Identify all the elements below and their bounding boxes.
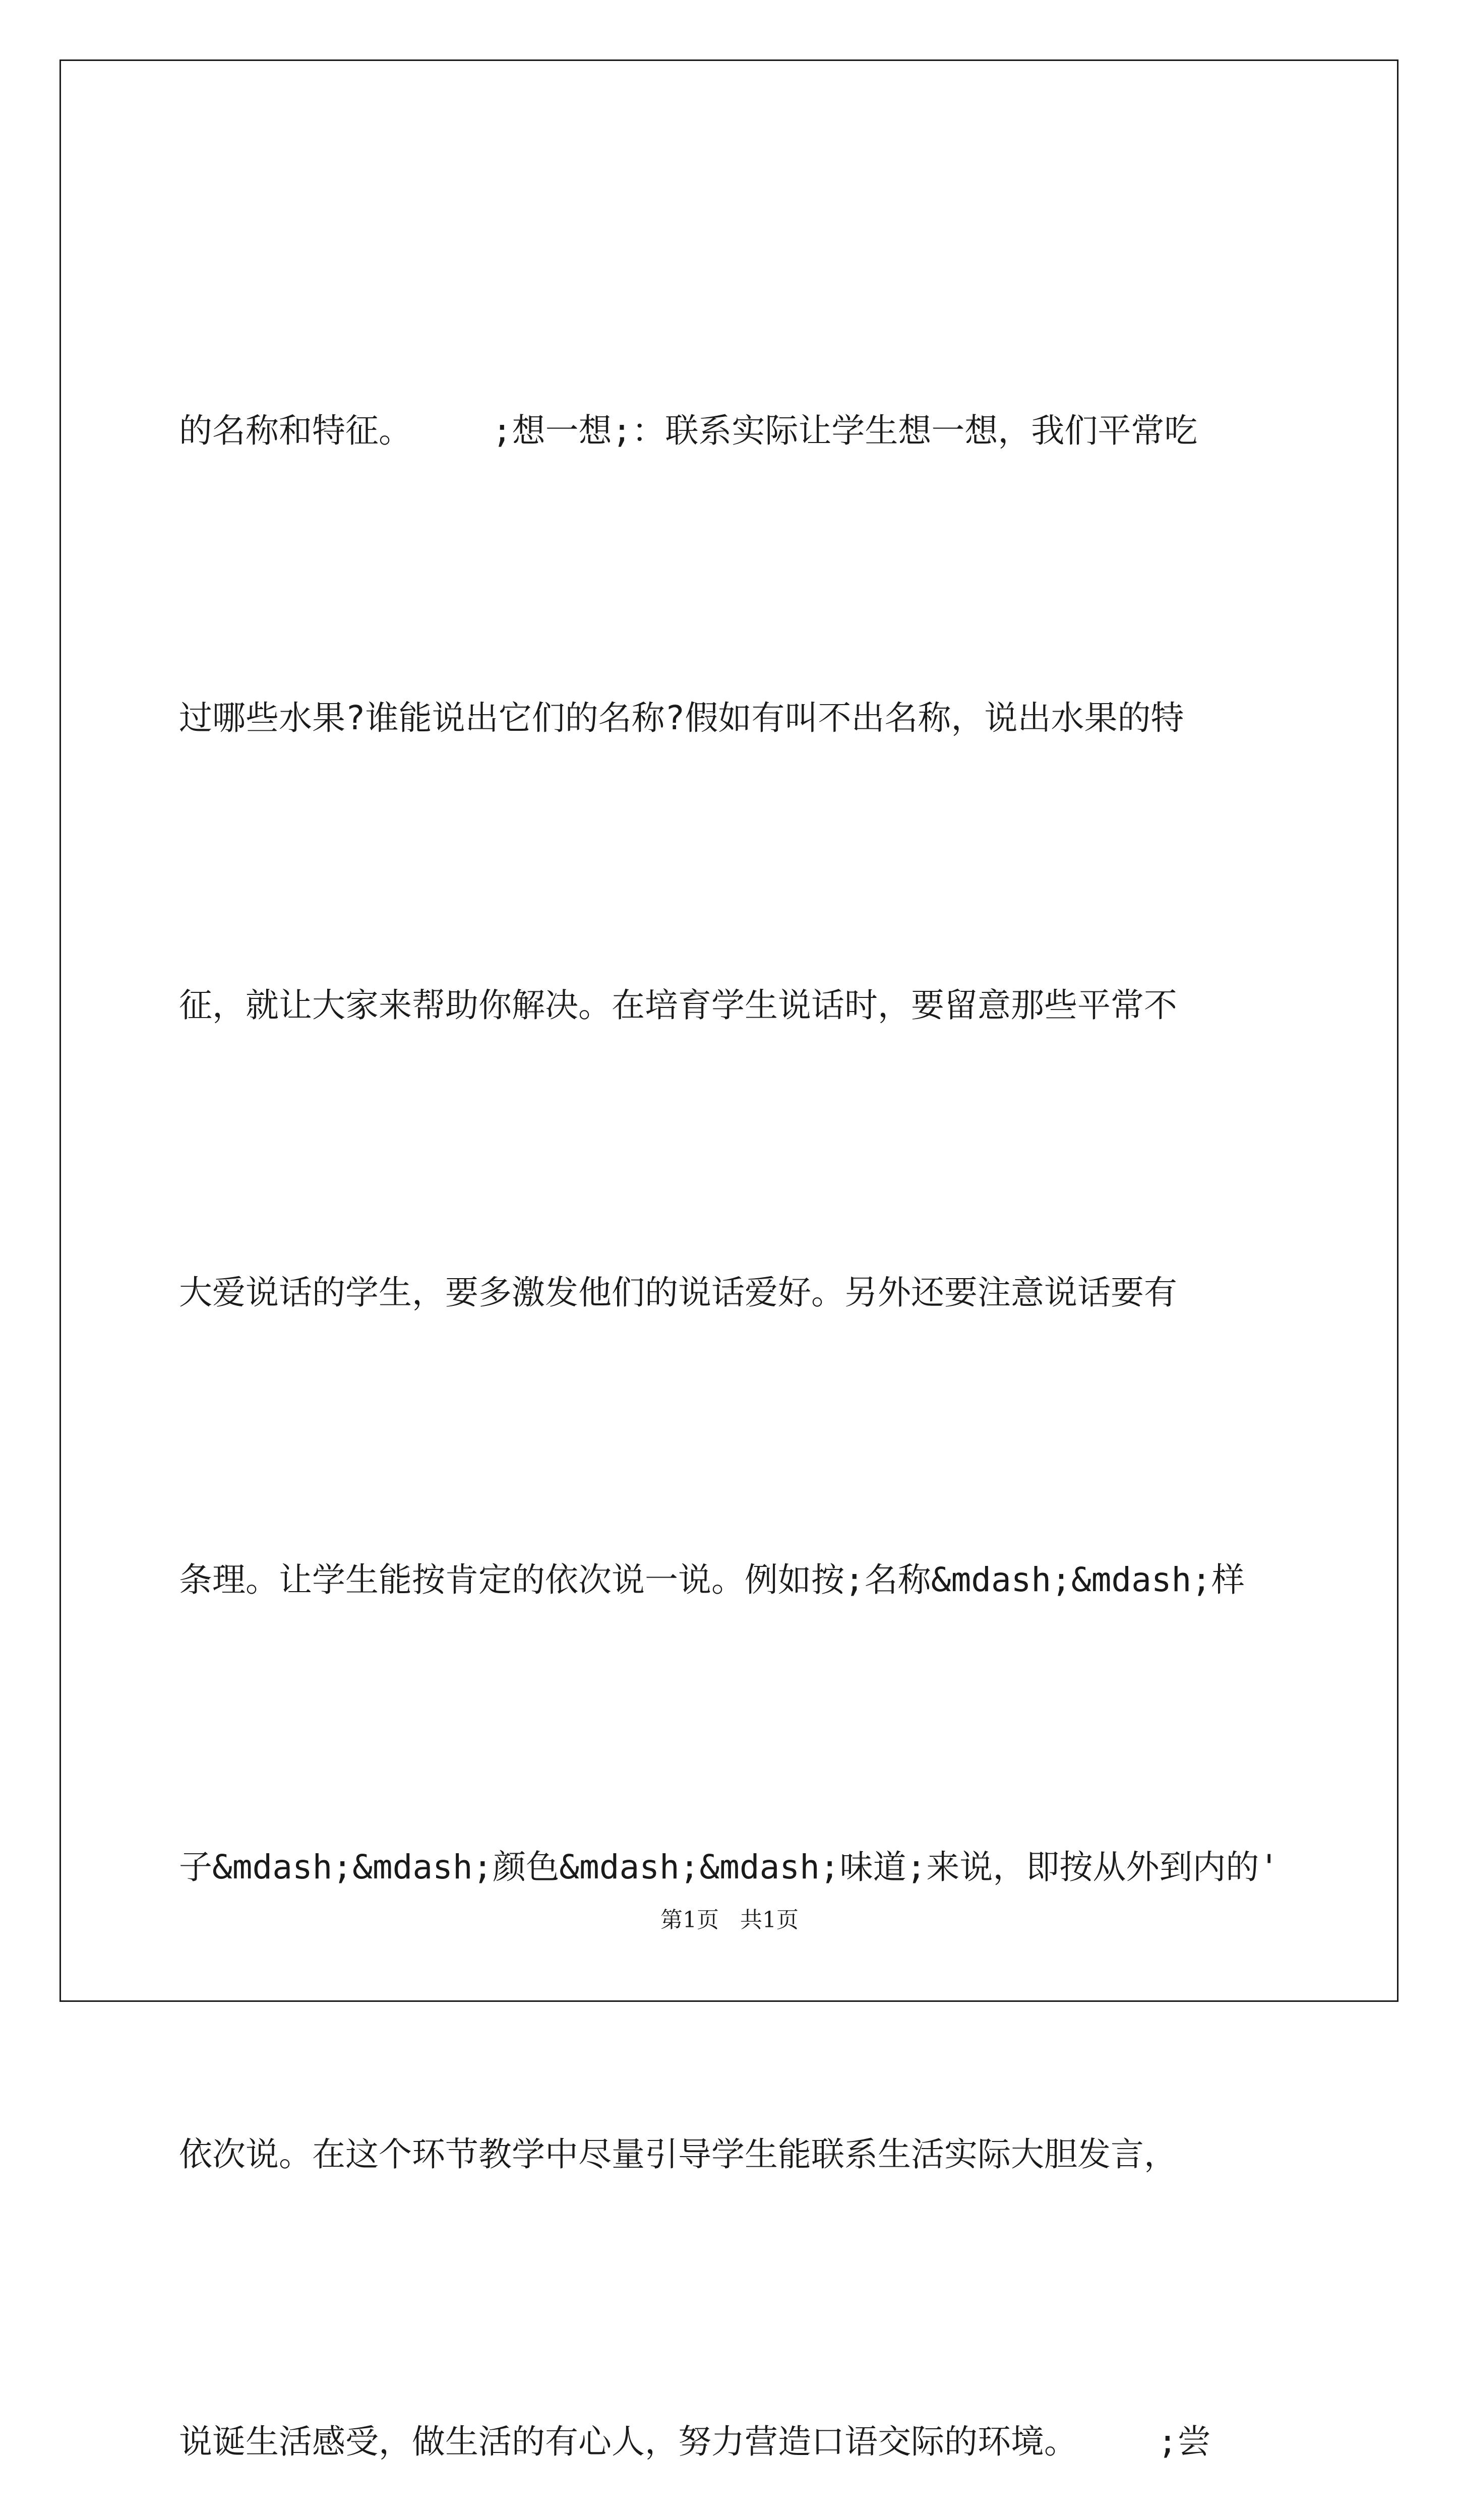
text-line-7: 依次说。在这个环节教学中尽量引导学生能联系生活实际大胆发言， [179, 2135, 1177, 2174]
text-line-6: 子&mdash;&mdash;颜色&mdash;&mdash;味道;来说，即按从外到内的' [179, 1848, 1280, 1886]
text-line-5: 条理。让学生能按肯定的依次说一说。例如按;名称&mdash;&mdash;样 [179, 1560, 1245, 1599]
page-number-footer: 第1页 共1页 [660, 1907, 799, 1933]
text-line-2: 过哪些水果?谁能说出它们的名称?假如有叫不出名称，说出水果的特 [179, 699, 1184, 737]
text-line-8: 说诞生活感受，做生活的有心人，努力营造口语交际的环境。 ;尝 [179, 2422, 1211, 2461]
document-body [179, 192, 1283, 2520]
text-line-3: 征，就让大家来帮助你解决。在培育学生说话时，要留意那些平常不 [179, 986, 1177, 1025]
text-line-4: 大爱说话的学生，要多激发他们的说话爱好。另外还要注意说话要有 [179, 1273, 1177, 1312]
text-line-1: 的名称和特征。 ;想一想;：联系实际让学生想一想，我们平常吃 [179, 411, 1198, 450]
